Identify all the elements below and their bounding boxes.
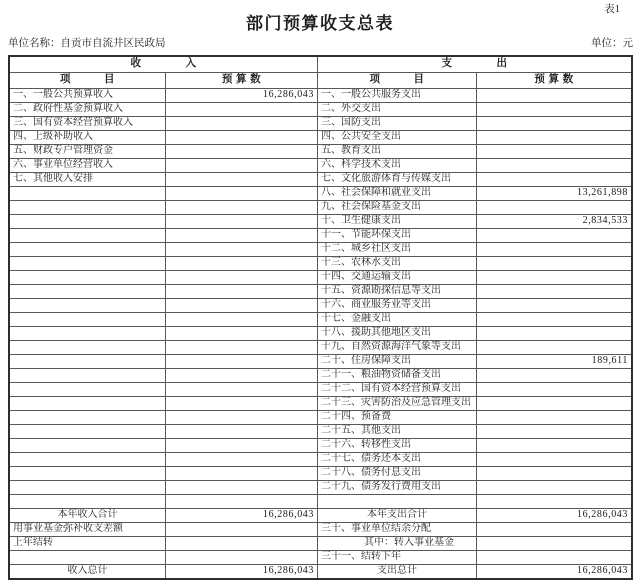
expense-item-cell: 九、社会保险基金支出 <box>318 201 476 214</box>
expense-item-cell: 十一、节能环保支出 <box>318 229 476 242</box>
income-budget-cell <box>166 355 317 368</box>
income-budget-cell <box>166 257 317 270</box>
income-item-cell <box>10 397 165 410</box>
expense-budget-cell <box>477 523 631 536</box>
income-item-cell <box>10 355 165 368</box>
income-budget-cell <box>166 523 317 536</box>
income-item-cell: 三、国有资本经营预算收入 <box>10 117 165 130</box>
expense-item-cell: 二十六、转移性支出 <box>318 439 476 452</box>
expense-budget-cell <box>477 145 631 158</box>
income-budget-cell: 16,286,043 <box>166 509 317 522</box>
income-item-cell <box>10 411 165 424</box>
expense-item-cell: 本年支出合计 <box>318 509 476 522</box>
expense-item-cell: 二十八、债务付息支出 <box>318 467 476 480</box>
expense-item-cell: 十、卫生健康支出 <box>318 215 476 228</box>
expense-budget-cell <box>477 327 631 340</box>
income-budget-cell: 16,286,043 <box>166 89 317 102</box>
income-item-cell <box>10 495 165 508</box>
expense-budget-cell <box>477 537 631 550</box>
expense-budget-cell <box>477 481 631 494</box>
income-item-column-header: 项 目 <box>10 73 165 88</box>
expense-budget-cell <box>477 117 631 130</box>
expense-budget-cell: 189,611 <box>477 355 631 368</box>
income-item-cell: 上年结转 <box>10 537 165 550</box>
income-budget-cell <box>166 271 317 284</box>
income-item-cell: 五、财政专户管理资金 <box>10 145 165 158</box>
expense-budget-cell <box>477 229 631 242</box>
expense-item-cell: 八、社会保障和就业支出 <box>318 187 476 200</box>
income-budget-cell <box>166 411 317 424</box>
expense-item-cell: 三十、事业单位结余分配 <box>318 523 476 536</box>
income-budget-cell <box>166 327 317 340</box>
income-item-cell: 四、上级补助收入 <box>10 131 165 144</box>
income-item-cell <box>10 201 165 214</box>
income-budget-cell <box>166 369 317 382</box>
income-item-cell <box>10 271 165 284</box>
income-item-cell <box>10 439 165 452</box>
income-budget-cell <box>166 299 317 312</box>
income-budget-cell <box>166 313 317 326</box>
expense-budget-cell <box>477 313 631 326</box>
income-section-header: 收 入 <box>10 57 317 72</box>
income-item-cell: 用事业基金弥补收支差额 <box>10 523 165 536</box>
expense-item-cell: 二十二、国有资本经营预算支出 <box>318 383 476 396</box>
income-item-cell <box>10 187 165 200</box>
income-item-cell: 七、其他收入安排 <box>10 173 165 186</box>
unit-name-label: 单位名称：自贡市自流井区民政局 <box>8 38 166 49</box>
expense-item-cell: 二十七、债务还本支出 <box>318 453 476 466</box>
expense-item-cell: 二十四、预备费 <box>318 411 476 424</box>
income-budget-cell <box>166 159 317 172</box>
expense-item-cell: 十五、资源勘探信息等支出 <box>318 285 476 298</box>
expense-item-column-header: 项 目 <box>318 73 476 88</box>
income-item-cell <box>10 467 165 480</box>
income-item-cell <box>10 285 165 298</box>
income-item-cell: 六、事业单位经营收入 <box>10 159 165 172</box>
income-budget-cell <box>166 103 317 116</box>
expense-budget-cell <box>477 383 631 396</box>
expense-budget-cell <box>477 425 631 438</box>
expense-section-header: 支 出 <box>318 57 631 72</box>
expense-item-cell: 三、国防支出 <box>318 117 476 130</box>
expense-budget-cell <box>477 467 631 480</box>
expense-item-cell: 三十一、结转下年 <box>318 551 476 564</box>
expense-item-cell: 十九、自然资源海洋气象等支出 <box>318 341 476 354</box>
income-item-cell <box>10 369 165 382</box>
expense-item-cell: 一、一般公共服务支出 <box>318 89 476 102</box>
expense-item-cell: 六、科学技术支出 <box>318 159 476 172</box>
income-item-cell <box>10 299 165 312</box>
expense-budget-cell <box>477 453 631 466</box>
income-budget-cell <box>166 229 317 242</box>
income-item-cell <box>10 215 165 228</box>
expense-budget-cell <box>477 551 631 564</box>
expense-item-cell: 二十一、粮油物资储备支出 <box>318 369 476 382</box>
income-budget-cell <box>166 453 317 466</box>
income-item-cell: 收入总计 <box>10 565 165 578</box>
expense-budget-cell <box>477 159 631 172</box>
income-budget-column-header: 预 算 数 <box>166 73 317 88</box>
expense-budget-cell <box>477 341 631 354</box>
income-item-cell <box>10 313 165 326</box>
expense-item-cell: 十三、农林水支出 <box>318 257 476 270</box>
page-tag: 表1 <box>604 4 620 15</box>
income-item-cell <box>10 383 165 396</box>
income-budget-cell <box>166 285 317 298</box>
income-budget-cell <box>166 397 317 410</box>
expense-item-cell: 十二、城乡社区支出 <box>318 243 476 256</box>
expense-item-cell: 二十三、灾害防治及应急管理支出 <box>318 397 476 410</box>
expense-item-cell: 十四、交通运输支出 <box>318 271 476 284</box>
income-budget-cell <box>166 481 317 494</box>
income-budget-cell <box>166 215 317 228</box>
expense-budget-cell: 16,286,043 <box>477 509 631 522</box>
income-item-cell <box>10 229 165 242</box>
income-budget-cell <box>166 439 317 452</box>
expense-budget-cell <box>477 201 631 214</box>
expense-item-cell <box>318 495 476 508</box>
expense-budget-cell <box>477 243 631 256</box>
income-budget-cell <box>166 173 317 186</box>
income-budget-cell <box>166 243 317 256</box>
expense-item-cell: 其中：转入事业基金 <box>318 537 476 550</box>
expense-item-cell: 十七、金融支出 <box>318 313 476 326</box>
income-item-cell <box>10 481 165 494</box>
expense-budget-cell <box>477 369 631 382</box>
unit-of-measure-label: 单位：元 <box>591 38 633 49</box>
income-budget-cell <box>166 383 317 396</box>
expense-item-cell: 支出总计 <box>318 565 476 578</box>
income-budget-cell <box>166 537 317 550</box>
page-title: 部门预算收支总表 <box>246 14 394 33</box>
expense-budget-cell <box>477 397 631 410</box>
expense-budget-cell: 13,261,898 <box>477 187 631 200</box>
income-item-cell <box>10 327 165 340</box>
income-item-cell: 二、政府性基金预算收入 <box>10 103 165 116</box>
expense-budget-column-header: 预 算 数 <box>477 73 631 88</box>
expense-budget-cell <box>477 257 631 270</box>
income-budget-cell <box>166 551 317 564</box>
income-item-cell <box>10 453 165 466</box>
expense-item-cell: 二十五、其他支出 <box>318 425 476 438</box>
expense-item-cell: 七、文化旅游体育与传媒支出 <box>318 173 476 186</box>
income-item-cell <box>10 341 165 354</box>
income-budget-cell <box>166 145 317 158</box>
income-budget-cell <box>166 341 317 354</box>
expense-budget-cell <box>477 285 631 298</box>
expense-item-cell: 四、公共安全支出 <box>318 131 476 144</box>
income-item-cell: 一、一般公共预算收入 <box>10 89 165 102</box>
expense-budget-cell <box>477 89 631 102</box>
income-budget-cell <box>166 201 317 214</box>
income-item-cell: 本年收入合计 <box>10 509 165 522</box>
income-item-cell <box>10 243 165 256</box>
income-budget-cell <box>166 131 317 144</box>
expense-budget-cell: 16,286,043 <box>477 565 631 578</box>
income-budget-cell <box>166 187 317 200</box>
income-budget-cell <box>166 467 317 480</box>
income-budget-cell: 16,286,043 <box>166 565 317 578</box>
expense-budget-cell <box>477 411 631 424</box>
expense-item-cell: 二十、住房保障支出 <box>318 355 476 368</box>
expense-item-cell: 二十九、债务发行费用支出 <box>318 481 476 494</box>
income-item-cell <box>10 425 165 438</box>
income-budget-cell <box>166 117 317 130</box>
expense-item-cell: 十六、商业服务业等支出 <box>318 299 476 312</box>
expense-budget-cell: 2,834,533 <box>477 215 631 228</box>
income-item-cell <box>10 551 165 564</box>
expense-item-cell: 五、教育支出 <box>318 145 476 158</box>
budget-table <box>8 55 633 580</box>
income-item-cell <box>10 257 165 270</box>
expense-budget-cell <box>477 103 631 116</box>
expense-item-cell: 十八、援助其他地区支出 <box>318 327 476 340</box>
expense-budget-cell <box>477 495 631 508</box>
income-budget-cell <box>166 495 317 508</box>
expense-budget-cell <box>477 271 631 284</box>
expense-item-cell: 二、外交支出 <box>318 103 476 116</box>
income-budget-cell <box>166 425 317 438</box>
expense-budget-cell <box>477 439 631 452</box>
expense-budget-cell <box>477 173 631 186</box>
meta-row <box>8 37 633 50</box>
expense-budget-cell <box>477 131 631 144</box>
expense-budget-cell <box>477 299 631 312</box>
